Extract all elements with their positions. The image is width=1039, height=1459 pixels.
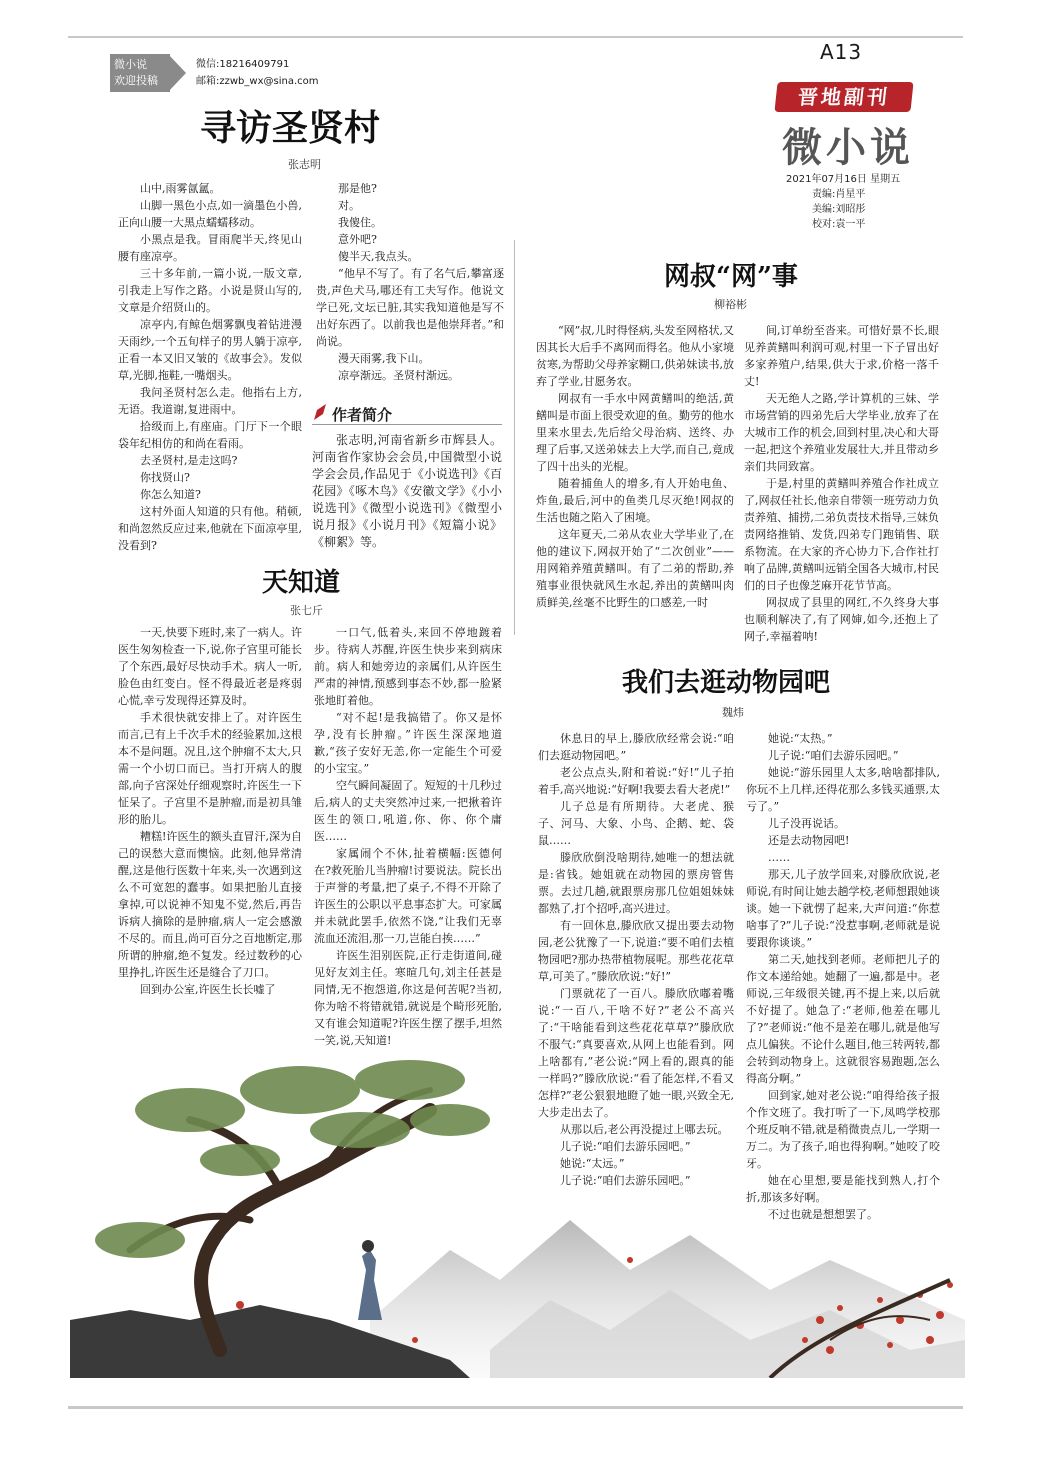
article2-title: 天知道: [262, 568, 341, 598]
issue-date: 2021年07月16日 星期五: [786, 174, 901, 185]
paragraph: 不过也就是想想罢了。: [768, 1208, 878, 1221]
issue-meta: [786, 172, 900, 232]
paragraph: 许医生泪别医院,正行走街道间,碰见好友刘主任。寒暄几句,刘主任甚是同情,无不抱怨道,你这是何苦呢?当初,你为啥不将错就错,就说是个畸形死胎,又有谁会知道呢?许医生摆了摆手,坦然一笑,说,天知道!: [314, 949, 502, 1047]
paragraph: 手术很快就安排上了。对许医生而言,已有上千次手术的经验累加,这根本不是问题。况且,这个肿瘤不太大,只需一个小切口而已。当打开病人的腹部,向子宫深处仔细观察时,许医生一下怔呆了。子宫里不是肿瘤,而是初具雏形的胎儿。: [118, 711, 302, 826]
paragraph: 儿子说:“咱们去游乐园吧。”: [768, 749, 899, 762]
paragraph: 糟糕!许医生的额头直冒汗,深为自己的误愁大意而懊恼。此刻,他异常清醒,这是他行医数十年来,头一次遇到这么不可宽恕的蠢事。如果把胎儿直接拿掉,可以说神不知鬼不觉,然后,再告诉病人摘除的是肿瘤,病人一定会感激不尽的。而且,尚可百分之百地断定,那所谓的肿瘤,绝不复发。经过数秒的心里挣扎,许医生还是缝合了刀口。: [118, 830, 302, 979]
paragraph: 天无绝人之路,学计算机的三妹、学市场营销的四弟先后大学毕业,放弃了在大城市工作的机会,回到村里,决心和大哥一起,把这个养殖业发展壮大,并且带动乡亲们共同致富。: [744, 392, 939, 473]
article4-author: 魏炜: [722, 706, 744, 719]
paragraph: 儿子没再说话。: [768, 817, 845, 830]
paragraph: 你找贤山?: [140, 471, 190, 484]
tag-line1: 微小说: [114, 58, 147, 71]
article3-column2: [744, 322, 939, 645]
paragraph: 从那以后,老公再没提过上哪去玩。: [560, 1123, 729, 1136]
paragraph: 小黑点是我。冒雨爬半天,终见山腰有座凉亭。: [118, 233, 302, 263]
paragraph: “网”叔,儿时得怪病,头发至网格状,又因其长大后手不离网而得名。他从小家境贫寒,为帮助父母养家糊口,供弟妹读书,放弃了学业,甘愿务农。: [536, 324, 734, 388]
article1-column2: [316, 180, 504, 384]
paragraph: 拾级而上,有座庙。门厅下一个眼袋年纪相仿的和尚在看雨。: [118, 420, 302, 450]
paragraph: 你怎么知道?: [140, 488, 201, 501]
paragraph: “他早不写了。有了名气后,攀富逐贵,声色犬马,哪还有工夫写作。他说文学已死,文坛已脏,其实我知道他是写不出好东西了。以前我也是他崇拜者。”和尚说。: [316, 267, 504, 348]
pen-icon: [312, 404, 328, 422]
paragraph: 家属闹个不休,扯着横幅:医德何在?救死胎儿当肿瘤!讨要说法。院长出于声誉的考量,把了桌子,不得不开除了许医生的公职以平息事态扩大。可家属并未就此罢手,依然不饶,“让我们无辜流血还流泪,那一刀,岂能白挨……”: [314, 847, 502, 945]
submission-tag: [110, 54, 170, 92]
editor: 责编:肖星平: [812, 189, 866, 200]
paragraph: 第二天,她找到老师。老师把儿子的作文本递给她。她翻了一遍,都是中。老师说,三年级很关键,再不提上来,以后就不好提了。她急了:“老师,他差在哪儿了?”老师说:“他不是差在哪儿,就是他写点儿偏狭。不论什么题目,他三转两转,都会转到动物身上。这就很容易跑题,怎么得高分啊。”: [746, 953, 940, 1085]
paragraph: 对。: [338, 199, 360, 212]
paragraph: 漫天雨雾,我下山。: [338, 352, 430, 365]
paragraph: 网叔有一手水中网黄鳝叫的绝活,黄鳝叫是市面上很受欢迎的鱼。勤劳的他水里来水里去,先后给父母治病、送终、办理了后事,又送弟妹去上大学,而自己,竟成了四十出头的光棍。: [536, 392, 734, 473]
paragraph: 滕欣欣倒没啥期待,她唯一的想法就是:省钱。她姐就在动物园的票房管售票。去过几趟,就跟票房那几位姐姐妹妹都熟了,打个招呼,高兴进过。: [538, 851, 734, 915]
article2-column2: [314, 624, 502, 1049]
author-intro-rule: [312, 424, 502, 425]
contact-info: [196, 56, 318, 90]
paragraph: 凉亭内,有鲸色烟雾飘曳着钻进漫天雨纱,一个五旬样子的男人躺于凉亭,正看一本又旧又皱的《故事会》。发似草,光脚,拖鞋,一嘴烟头。: [118, 318, 302, 382]
paragraph: 去圣贤村,是走这吗?: [140, 454, 238, 467]
tag-arrow-icon: [168, 54, 186, 92]
paragraph: 我问圣贤村怎么走。他指右上方,无语。我道谢,复进雨中。: [118, 386, 302, 416]
tag-line2: 欢迎投稿: [114, 74, 158, 87]
bottom-rule: [68, 1406, 963, 1409]
top-rule: [68, 36, 963, 38]
paragraph: 我傻住。: [338, 216, 382, 229]
paragraph: 这年夏天,二弟从农业大学毕业了,在他的建议下,网叔开始了“二次创业”——用网箱养殖黄鳝叫。有了二弟的帮助,养殖事业很快就风生水起,养出的黄鳝叫肉质鲜美,丝毫不比野生的口感差,一时: [536, 528, 734, 609]
article3-title: 网叔“网”事: [664, 262, 798, 292]
paragraph: 山脚一黑色小点,如一滴墨色小兽,正向山腰一大黑点蠕蠕移动。: [118, 199, 302, 229]
paragraph: 回到办公室,许医生长长嘘了: [140, 983, 276, 996]
column-divider: [514, 240, 515, 635]
paragraph: 那天,儿子放学回来,对滕欣欣说,老师说,有时间让她去趟学校,老师想跟她谈谈。她一下就愣了起来,大声问道:“你惹啥事了?”儿子说:“没惹事啊,老师就是说要跟你谈谈。”: [746, 868, 940, 949]
email-contact: 邮箱:zzwb_wx@sina.com: [196, 76, 319, 87]
paragraph: 意外吧?: [338, 233, 377, 246]
proofreader: 校对:袁一平: [812, 219, 866, 230]
art-editor: 美编:刘昭彤: [812, 204, 866, 215]
paragraph: 山中,雨雾氤氲。: [140, 182, 221, 195]
paragraph: 那是他?: [338, 182, 377, 195]
brand-logo: 晋地副刊: [774, 82, 913, 112]
author-intro-heading: 作者简介: [332, 406, 393, 424]
paragraph: 随着捕鱼人的增多,有人开始电鱼、炸鱼,最后,河中的鱼类几尽灭绝!网叔的生活也随之陷入了困境。: [536, 477, 734, 524]
paragraph: 这村外面人知道的只有他。稍顿,和尚忽然反应过来,他就在下面凉亭里,没看到?: [118, 505, 302, 552]
page-number: A13: [820, 40, 863, 64]
paragraph: 儿子说:“咱们去游乐园吧。”: [560, 1174, 691, 1187]
paragraph: 她说:“太热。”: [768, 732, 833, 745]
article1-author: 张志明: [288, 158, 321, 171]
paragraph: 门票就花了一百八。滕欣欣嘟着嘴说:“一百八,干啥不好?”老公不高兴了:“干啥能看到这些花花草草?”滕欣欣不服气:“真要喜欢,从网上也能看到。网上啥都有,”老公说:“网上看的,跟真的能一样吗?”滕欣欣说:“看了能怎样,不看又怎样?”老公狠狠地瞪了她一眼,兴致全无,大步走出去了。: [538, 987, 734, 1119]
paragraph: “对不起!是我搞错了。你又是怀孕,没有长肿瘤。”许医生深深地道歉,“孩子安好无恙,你一定能生个可爱的小宝宝。”: [314, 711, 502, 775]
article3-column1: [536, 322, 734, 611]
section-title: 微小说: [782, 124, 914, 171]
paragraph: 她说:“游乐园里人太多,啥啥都排队,你玩不上几样,还得花那么多钱买通票,太亏了。”: [746, 766, 940, 813]
paragraph: 一口气,低着头,来回不停地踱着步。待病人苏醒,许医生快步来到病床前。病人和她旁边的亲属们,从许医生严肃的神情,预感到事态不妙,都一脸紧张地盯着他。: [314, 626, 502, 707]
paragraph: 儿子总是有所期待。大老虎、猴子、河马、大象、小鸟、企鹅、蛇、袋鼠……: [538, 800, 734, 847]
paragraph: ……: [768, 851, 790, 864]
paragraph: 有一回休息,滕欣欣又提出要去动物园,老公犹豫了一下,说道:“要不咱们去植物园吧?那办热带植物展呢。那些花花草草,可美了。”滕欣欣说:“好!”: [538, 919, 734, 983]
landscape-illustration: [70, 1020, 965, 1378]
paragraph: 凉亭渐远。圣贤村渐远。: [338, 369, 459, 382]
paragraph: 她在心里想,要是能找到熟人,打个折,那该多好啊。: [746, 1174, 940, 1204]
wechat-contact: 微信:18216409791: [196, 59, 290, 70]
article2-author: 张七斤: [290, 604, 323, 617]
article4-title: 我们去逛动物园吧: [622, 668, 831, 698]
paragraph: 三十多年前,一篇小说,一版文章,引我走上写作之路。小说是贤山写的,文章是介绍贤山的。: [118, 267, 302, 314]
paragraph: 于是,村里的黄鳝叫养殖合作社成立了,网叔任社长,他亲自带领一班劳动力负责养殖、捕捞,二弟负责技术指导,三妹负责网络推销、发货,四弟专门跑销售、联系物流。在大家的齐心协力下,合作社打响了品牌,黄鳝叫远销全国各大城市,村民们的日子也像芝麻开花节节高。: [744, 477, 939, 592]
paragraph: 还是去动物园吧!: [768, 834, 850, 847]
article3-author: 柳裕彬: [714, 298, 747, 311]
paragraph: 空气瞬间凝固了。短短的十几秒过后,病人的丈夫突然冲过来,一把揪着许医生的领口,吼道,你、你、你个庸医……: [314, 779, 502, 843]
article1-title: 寻访圣贤村: [200, 107, 381, 149]
paragraph: 老公点点头,附和着说:“好!”儿子拍着手,高兴地说:“好啊!我要去看大老虎!”: [538, 766, 734, 796]
paragraph: 休息日的早上,滕欣欣经常会说:“咱们去逛动物园吧。”: [538, 732, 734, 762]
paragraph: 回到家,她对老公说:“咱得给孩子报个作文班了。我打听了一下,凤鸣学校那个班反响不错,就是稍微贵点儿,一学期一万二。为了孩子,咱也得狗啊。”她咬了咬牙。: [746, 1089, 940, 1170]
paragraph: 一天,快要下班时,来了一病人。许医生匆匆检查一下,说,你子宫里可能长了个东西,最好尽快动手术。病人一听,脸色由红变白。怪不得最近老是疼弱心慌,幸亏发现得还算及时。: [118, 626, 302, 707]
article1-column1: [118, 180, 302, 554]
paragraph: 网叔成了县里的网红,不久终身大事也顺利解决了,有了网婶,如今,还抱上了网子,幸福着呐!: [744, 596, 939, 643]
paragraph: 间,订单纷至沓来。可惜好景不长,眼见养黄鳝叫利润可观,村里一下子冒出好多家养殖户,结果,供大于求,价格一落千丈!: [744, 324, 939, 388]
author-intro-text: 张志明,河南省新乡市辉县人。河南省作家协会会员,中国微型小说学会会员,作品见于《小说选刊》《百花园》《啄木鸟》《安徽文学》《小小说选刊》《微型小说选刊》《微型小说月报》《小说月刊》《短篇小说》《柳絮》等。: [312, 433, 502, 549]
paragraph: 儿子说:“咱们去游乐园吧。”: [560, 1140, 691, 1153]
paragraph: 傻半天,我点头。: [338, 250, 419, 263]
article2-column1: [118, 624, 302, 998]
paragraph: 她说:“太远。”: [560, 1157, 625, 1170]
